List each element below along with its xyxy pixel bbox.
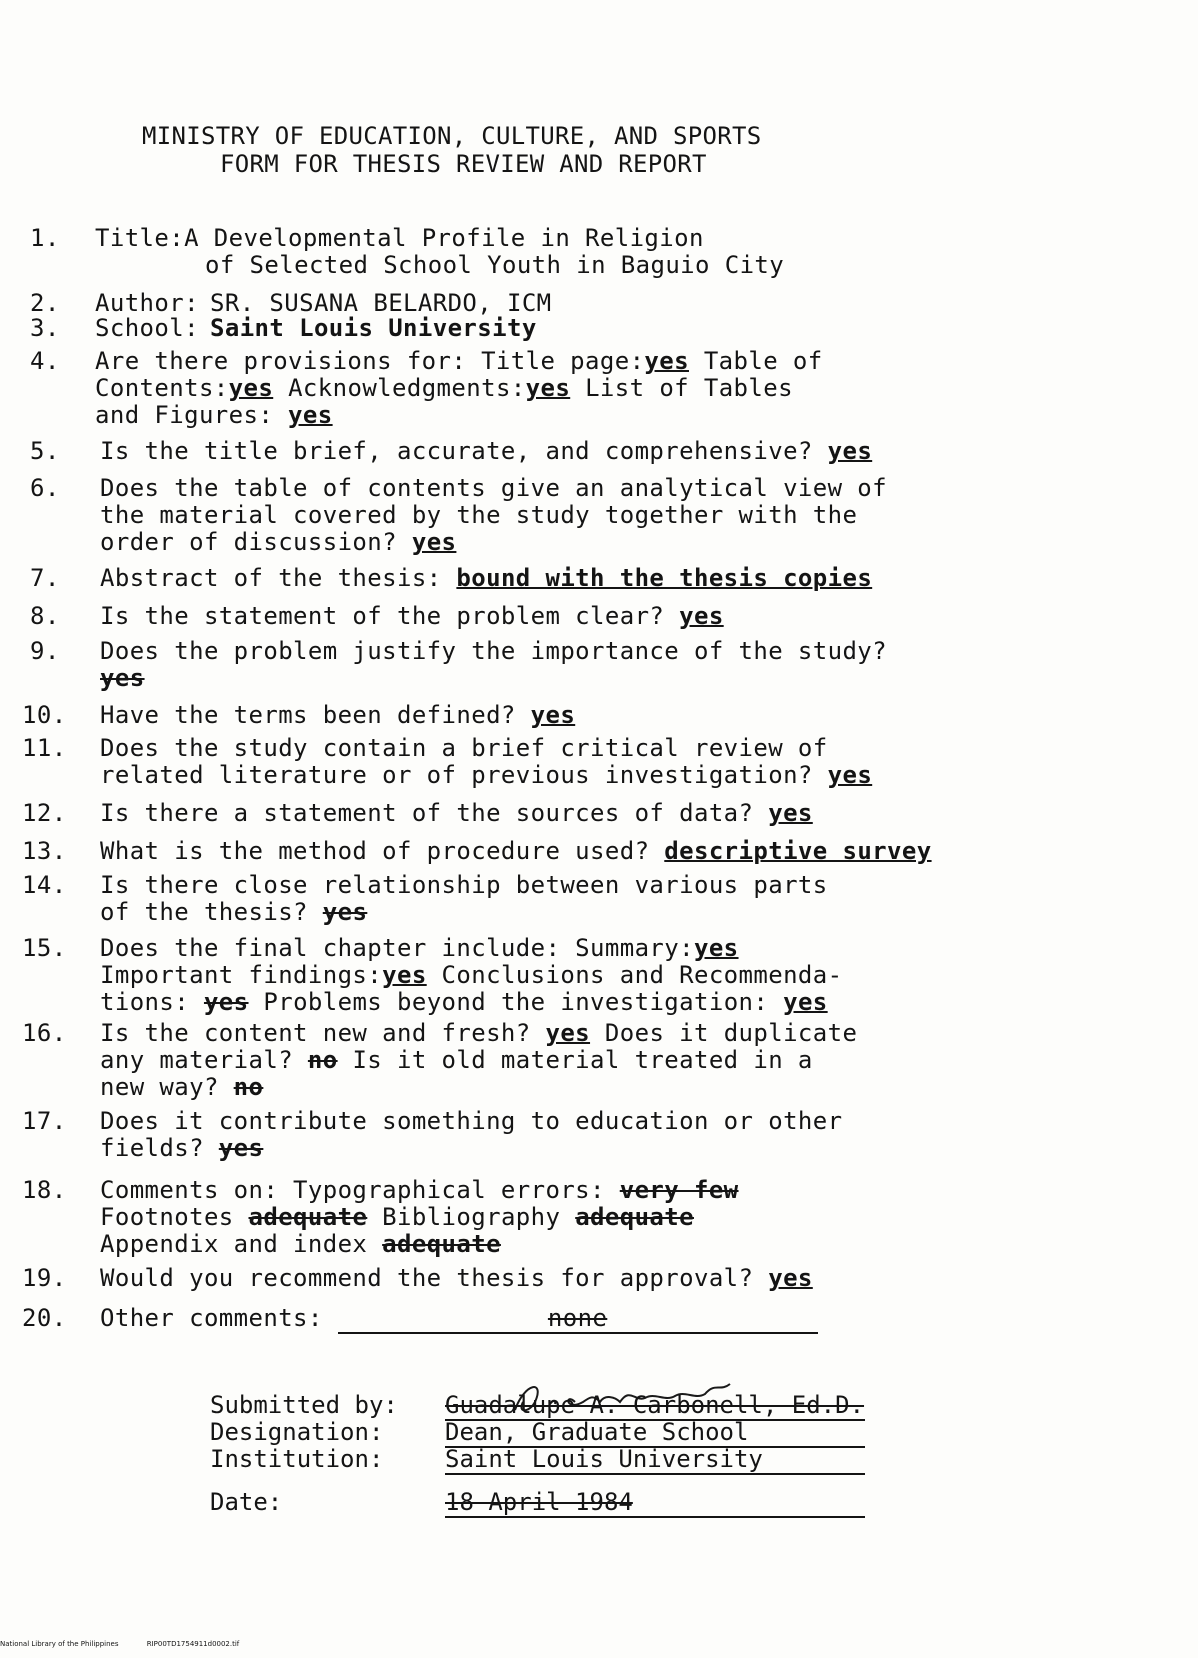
item-number: 11. — [22, 734, 67, 762]
tables-figures-answer: yes — [288, 401, 333, 429]
item-number: 4. — [30, 347, 60, 375]
item-number: 18. — [22, 1176, 67, 1204]
question-text: Footnotes — [100, 1203, 249, 1231]
question-text: Does the table of contents give an analytical view of — [100, 474, 888, 502]
item-number: 3. — [30, 314, 60, 342]
scan-footer — [0, 1640, 265, 1648]
question-text: tions: — [100, 988, 204, 1016]
bibliography-answer: adequate — [575, 1203, 694, 1231]
question-text: Is the statement of the problem clear? — [100, 602, 680, 630]
answer: bound with the thesis copies — [456, 564, 873, 592]
form-title: FORM FOR THESIS REVIEW AND REPORT — [220, 150, 707, 178]
question-text: Comments on: Typographical errors: — [100, 1176, 620, 1204]
title-line-1: A Developmental Profile in Religion — [184, 224, 704, 252]
item-number: 12. — [22, 799, 67, 827]
question-text: Conclusions and Recommenda- — [426, 961, 843, 989]
acknowledgments-answer: yes — [525, 374, 571, 402]
institution-value: Saint Louis University — [445, 1446, 865, 1475]
item-number: 5. — [30, 437, 60, 465]
provisions-question: Are there provisions for: Title page: — [95, 347, 645, 375]
problems-beyond-answer: yes — [783, 988, 828, 1016]
question-text: Does the problem justify the importance of the study? — [100, 637, 888, 665]
item-number: 7. — [30, 564, 60, 592]
question-text: Abstract of the thesis: — [100, 564, 457, 592]
answer: yes — [411, 528, 457, 556]
answer: yes — [679, 602, 724, 630]
new-fresh-answer: yes — [545, 1019, 591, 1047]
date-value: 18 April 1984 — [445, 1489, 865, 1518]
typographical-answer: very few — [619, 1176, 739, 1204]
file-identifier: RIP00TD1754911d0002.tif — [146, 1640, 240, 1648]
question-text: Is it old material treated in a — [337, 1046, 813, 1074]
question-text: Is the title brief, accurate, and comprehensive? — [100, 437, 828, 465]
school-value: Saint Louis University — [210, 314, 537, 342]
provisions-text: List of Tables — [570, 374, 793, 402]
question-text: Is there a statement of the sources of data? — [100, 799, 769, 827]
item-number: 8. — [30, 602, 60, 630]
answer: none — [338, 1305, 818, 1334]
question-text: Problems beyond the investigation: — [248, 988, 784, 1016]
item-number: 2. — [30, 289, 60, 317]
item-number: 1. — [30, 224, 60, 252]
question-text: Bibliography — [367, 1203, 576, 1231]
school-label: School: — [95, 314, 199, 342]
designation-value: Dean, Graduate School — [445, 1419, 865, 1448]
answer: yes — [530, 701, 576, 729]
item-number: 9. — [30, 637, 60, 665]
question-text: Does the study contain a brief critical review of — [100, 734, 828, 762]
question-text: Other comments: — [100, 1304, 338, 1332]
library-credit: National Library of the Philippines — [0, 1640, 119, 1648]
date-label: Date: — [210, 1488, 283, 1516]
question-text: What is the method of procedure used? — [100, 837, 665, 865]
item-number: 10. — [22, 701, 67, 729]
provisions-text: Table of — [688, 347, 823, 375]
answer: yes — [768, 799, 813, 827]
question-text: Does the final chapter include: Summary: — [100, 934, 694, 962]
question-text: Appendix and index — [100, 1230, 383, 1258]
answer: yes — [322, 898, 368, 926]
author-label: Author: — [95, 289, 199, 317]
item-number: 16. — [22, 1019, 67, 1047]
provisions-text: and Figures: — [95, 401, 289, 429]
question-text: Would you recommend the thesis for approval? — [100, 1264, 769, 1292]
provisions-text: Contents: — [95, 374, 229, 402]
question-text: Does it duplicate — [590, 1019, 858, 1047]
item-number: 19. — [22, 1264, 67, 1292]
question-text: Have the terms been defined? — [100, 701, 531, 729]
provisions-text: Acknowledgments: — [273, 374, 526, 402]
question-text: Does it contribute something to education or other — [100, 1107, 843, 1135]
duplicate-answer: no — [307, 1046, 338, 1074]
question-text: Is the content new and fresh? — [100, 1019, 546, 1047]
footnotes-answer: adequate — [248, 1203, 368, 1231]
item-number: 17. — [22, 1107, 67, 1135]
item-number: 13. — [22, 837, 67, 865]
submitted-by-value: Guadalupe A. Carbonell, Ed.D. — [445, 1391, 865, 1419]
answer: descriptive survey — [664, 837, 932, 865]
answer: yes — [827, 761, 873, 789]
author-value: SR. SUSANA BELARDO, ICM — [210, 289, 552, 317]
question-text: new way? — [100, 1073, 234, 1101]
question-text: Important findings: — [100, 961, 383, 989]
contents-answer: yes — [228, 374, 274, 402]
title-line-2: of Selected School Youth in Baguio City — [205, 251, 785, 279]
answer: yes — [768, 1264, 813, 1292]
question-text: Is there close relationship between various parts — [100, 871, 828, 899]
question-text: any material? — [100, 1046, 308, 1074]
conclusions-answer: yes — [203, 988, 249, 1016]
answer: yes — [827, 437, 873, 465]
question-text: fields? — [100, 1134, 219, 1162]
answer: yes — [218, 1134, 264, 1162]
item-number: 14. — [22, 871, 67, 899]
summary-answer: yes — [693, 934, 739, 962]
question-text: the material covered by the study together with the — [100, 501, 858, 529]
question-text: order of discussion? — [100, 528, 412, 556]
question-text: related literature or of previous investigation? — [100, 761, 828, 789]
findings-answer: yes — [382, 961, 427, 989]
title-page-answer: yes — [644, 347, 689, 375]
designation-label: Designation: — [210, 1418, 384, 1446]
answer: yes — [100, 664, 145, 692]
appendix-answer: adequate — [382, 1230, 501, 1258]
old-material-answer: no — [233, 1073, 264, 1101]
form-header — [130, 122, 830, 178]
ministry-title: MINISTRY OF EDUCATION, CULTURE, AND SPORTS — [142, 122, 762, 150]
item-number: 15. — [22, 934, 67, 962]
institution-label: Institution: — [210, 1445, 384, 1473]
submitted-by-label: Submitted by: — [210, 1391, 398, 1419]
item-number: 6. — [30, 474, 60, 502]
question-text: of the thesis? — [100, 898, 323, 926]
item-number: 20. — [22, 1304, 67, 1332]
title-label: Title: — [95, 224, 185, 252]
